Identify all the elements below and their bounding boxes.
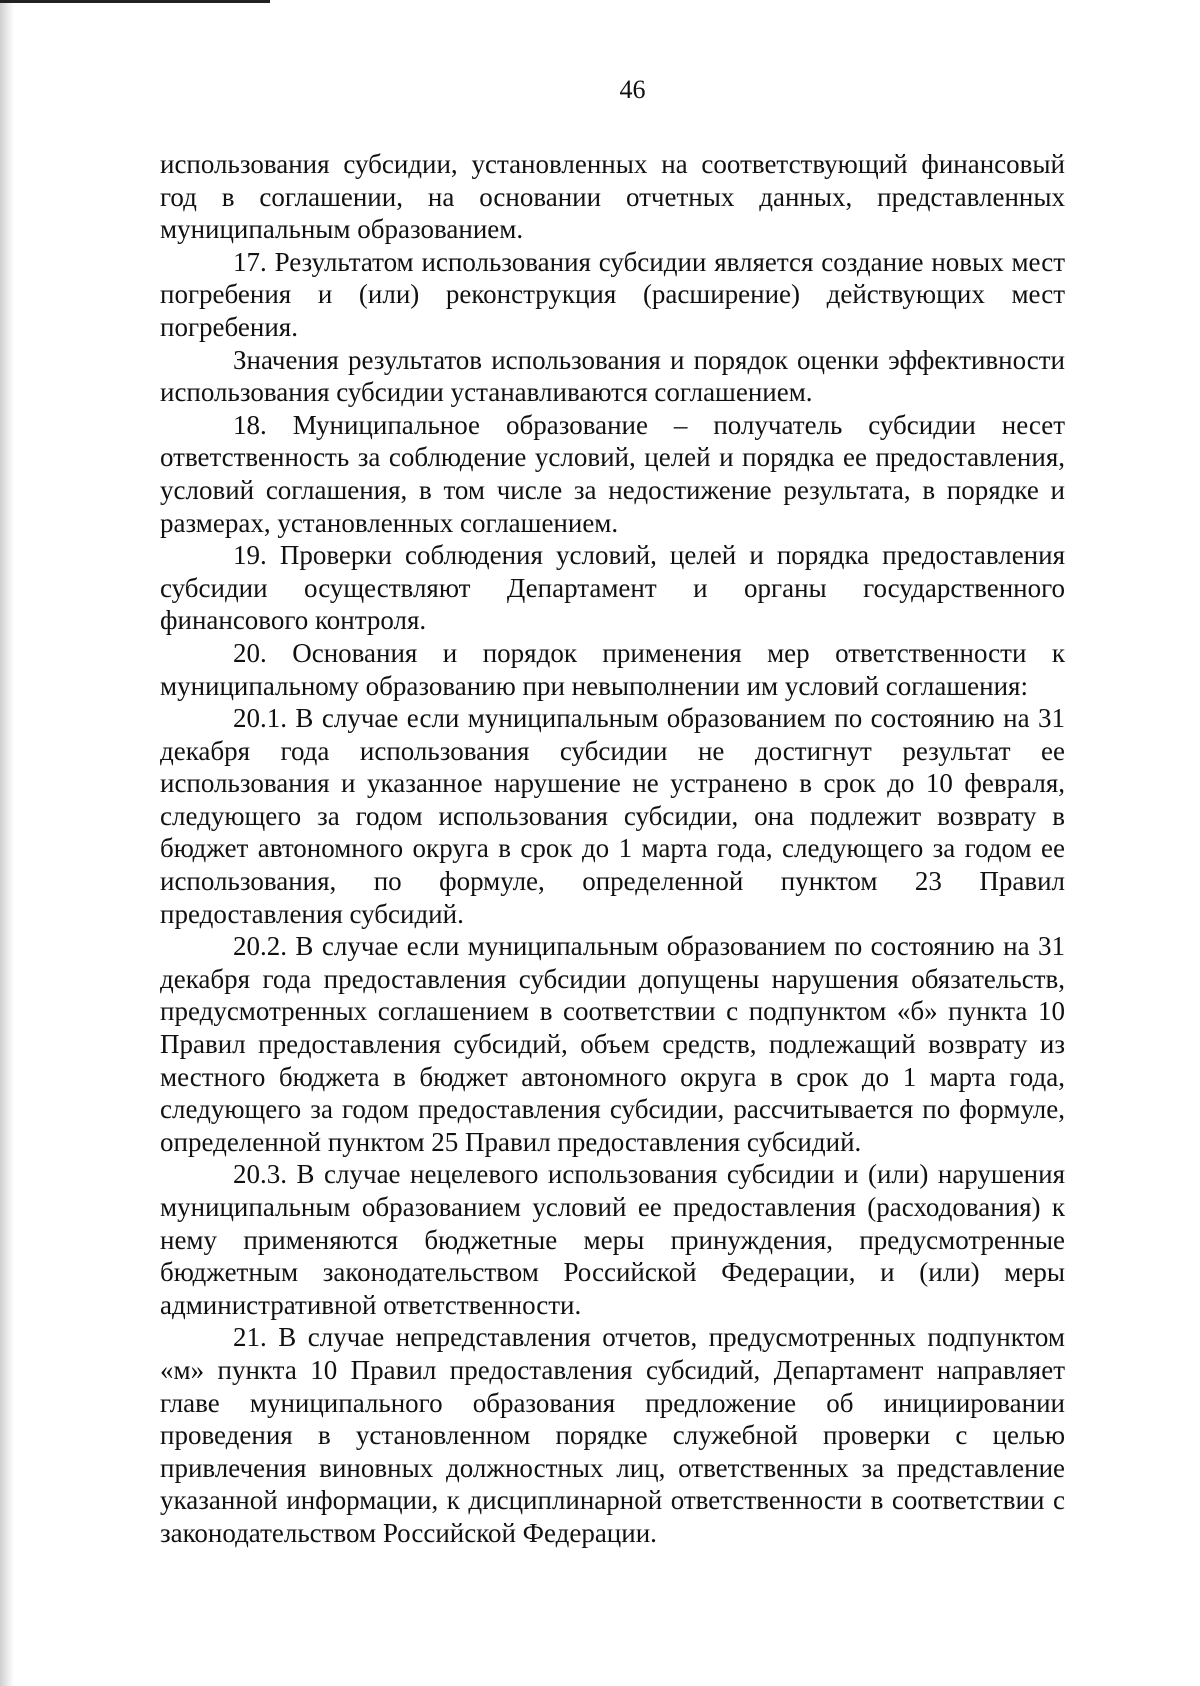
paragraph-20-1: 20.1. В случае если муниципальным образованием по состоянию на 31 декабря года использования субсидии не достигнут результат ее использования и указанное нарушение не устранено в срок до 10 февраля, следующего за годом использования субсидии, она подлежит возврату в бюджет автономного округа в срок до 1 марта года, следующего за годом ее использования, по формуле, определенной пунктом 23 Правил предоставления субсидий. bbox=[160, 703, 1065, 929]
paragraph-21: 21. В случае непредставления отчетов, предусмотренных подпунктом «м» пункта 10 Правил предоставления субсидий, Департамент направляет главе муниципального образования предложение об инициировании проведения в установленном порядке служебной проверки с целью привлечения виновных должностных лиц, ответственных за представление указанной информации, к дисциплинарной ответственности в соответствии с законодательством Российской Федерации. bbox=[160, 1322, 1065, 1548]
document-page bbox=[160, 60, 1065, 1550]
document-body bbox=[160, 148, 1065, 1550]
paragraph-20: 20. Основания и порядок применения мер ответственности к муниципальному образованию при невыполнении им условий соглашения: bbox=[160, 637, 1065, 701]
paragraph-18: 18. Муниципальное образование – получатель субсидии несет ответственность за соблюдение условий, целей и порядка ее предоставления, условий соглашения, в том числе за недостижение результата, в порядке и размерах, установленных соглашением. bbox=[160, 409, 1065, 538]
paragraph-20-3: 20.3. В случае нецелевого использования субсидии и (или) нарушения муниципальным образованием условий ее предоставления (расходования) к нему применяются бюджетные меры принуждения, предусмотренные бюджетным законодательством Российской Федерации, и (или) меры административной ответственности. bbox=[160, 1159, 1065, 1320]
paragraph-19: 19. Проверки соблюдения условий, целей и порядка предоставления субсидии осуществляют Департамент и органы государственного финансового контроля. bbox=[160, 540, 1065, 636]
paragraph-17-values: Значения результатов использования и порядок оценки эффективности использования субсидии устанавливаются соглашением. bbox=[160, 344, 1065, 408]
paragraph-continuation: использования субсидии, установленных на соответствующий финансовый год в соглашении, на основании отчетных данных, представленных муниципальным образованием. bbox=[160, 149, 1065, 245]
scan-top-mark bbox=[0, 0, 270, 3]
scan-edge-shadow bbox=[0, 0, 14, 1686]
page-number: 46 bbox=[619, 75, 646, 104]
paragraph-17: 17. Результатом использования субсидии является создание новых мест погребения и (или) реконструкция (расширение) действующих мест погребения. bbox=[160, 246, 1065, 342]
paragraph-20-2: 20.2. В случае если муниципальным образованием по состоянию на 31 декабря года предоставления субсидии допущены нарушения обязательств, предусмотренных соглашением в соответствии с подпунктом «б» пункта 10 Правил предоставления субсидий, объем средств, подлежащий возврату из местного бюджета в бюджет автономного округа в срок до 1 марта года, следующего за годом предоставления субсидии, рассчитывается по формуле, определенной пунктом 25 Правил предоставления субсидий. bbox=[160, 931, 1065, 1157]
